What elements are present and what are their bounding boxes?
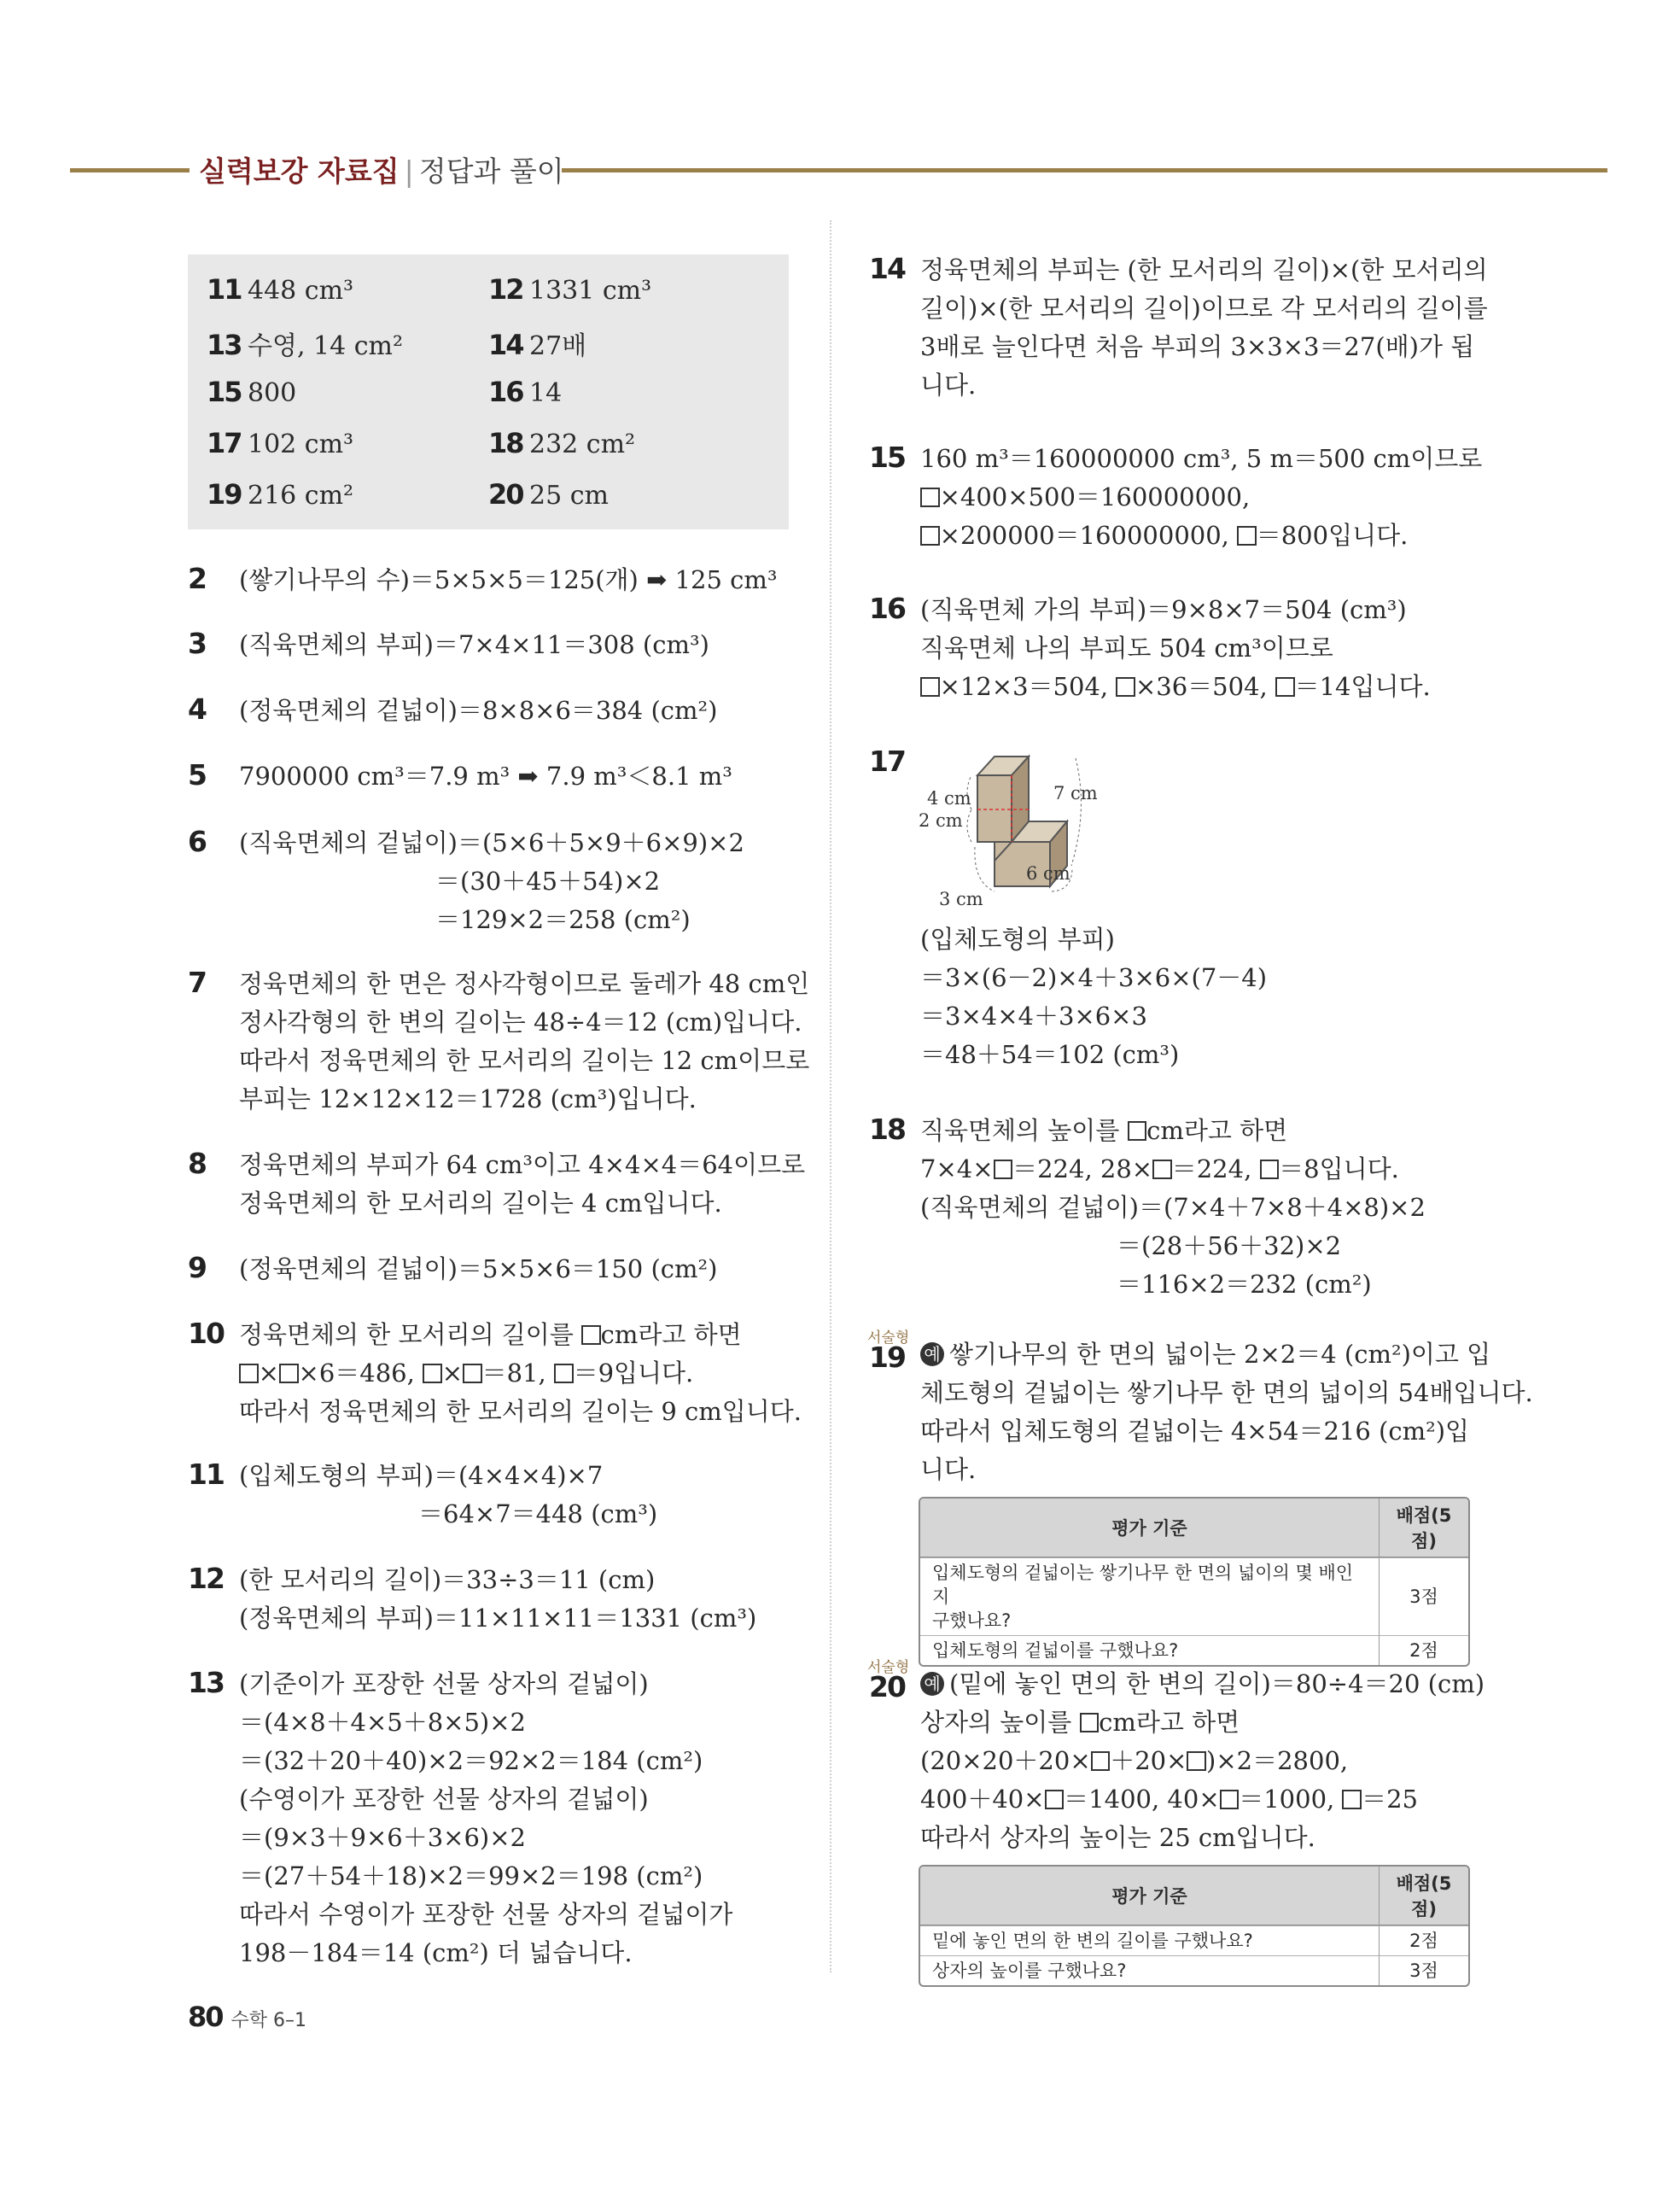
descriptive-badge: 서술형 [867, 1659, 910, 1676]
problem-number: 8 [188, 1147, 206, 1180]
fig-label-3cm: 3 cm [939, 889, 983, 909]
blank-box [994, 1160, 1013, 1179]
header-rule-left [70, 168, 190, 172]
problem-20-solution: 예 (밑에 놓인 면의 한 변의 길이)＝80÷4＝20 (cm) 상자의 높이를 cm라고 하면 (20×20＋20× ＋20× )×2＝2800, 400＋40× ＝1400, 40× ＝1000, ＝25 따라서 상자의 높이는 25 cm입니다. [920, 1669, 1485, 1852]
answer-item: 19 216 cm² [207, 478, 354, 511]
problem-11-solution: (입체도형의 부피)＝(4×4×4)×7 ＝64×7＝448 (cm³) [239, 1461, 658, 1528]
problem-number: 5 [188, 758, 206, 792]
problem-7-solution: 정육면체의 한 면은 정사각형이므로 둘레가 48 cm인 정사각형의 한 변의 길이는 48÷4＝12 (cm)입니다. 따라서 정육면체의 한 모서리의 길이는 12 cm이므로 부피는 12×12×12＝1728 (cm³)입니다. [239, 969, 810, 1113]
header-subtitle: 정답과 풀이 [418, 155, 564, 188]
blank-box [1275, 677, 1295, 697]
blank-box [581, 1325, 601, 1345]
evaluation-table-20 [919, 1865, 1470, 1987]
blank-box [1080, 1713, 1100, 1732]
solid-figure-diagram [913, 741, 1110, 912]
blank-box [239, 1364, 259, 1383]
header-separator: | [404, 155, 414, 188]
table-header: 배점(5점) [1379, 1867, 1468, 1925]
table-row: 입체도형의 겉넓이는 쌓기나무 한 면의 넓이의 몇 배인지 구했나요? 3점 [920, 1557, 1468, 1635]
answer-item: 13 수영, 14 cm² [207, 329, 404, 361]
blank-box [920, 526, 940, 546]
blank-box [279, 1364, 299, 1383]
problem-number: 16 [869, 592, 905, 625]
blank-box [1342, 1790, 1362, 1809]
problem-14-solution: 정육면체의 부피는 (한 모서리의 길이)×(한 모서리의 길이)×(한 모서리의 길이)이므로 각 모서리의 길이를 3배로 늘인다면 처음 부피의 3×3×3＝27(배)가 됩 니다. [920, 255, 1488, 400]
answer-summary-box [188, 254, 789, 529]
answer-item: 17 102 cm³ [207, 427, 354, 459]
blank-box [920, 677, 940, 697]
header-title: 실력보강 자료집 [199, 155, 400, 188]
problem-13-solution: (기준이가 포장한 선물 상자의 겉넓이) ＝(4×8＋4×5＋8×5)×2 ＝(32＋20＋40)×2＝92×2＝184 (cm²) (수영이가 포장한 선물 상자의 겉넓이) ＝(9×3＋9×6＋3×6)×2 ＝(27＋54＋18)×2＝99×2＝198 (cm²) 따라서 수영이가 포장한 선물 상자의 겉넓이가 198－184＝14 (cm²) 더 넓습니다. [239, 1669, 733, 1967]
problem-number: 19 [869, 1341, 905, 1374]
problem-number: 13 [188, 1666, 224, 1699]
descriptive-badge: 서술형 [867, 1329, 910, 1347]
table-header: 배점(5점) [1379, 1499, 1468, 1557]
table-row: 상자의 높이를 구했나요? 3점 [920, 1955, 1468, 1985]
page-footer [188, 2001, 306, 2033]
book-title: 수학 6–1 [230, 2010, 307, 2031]
fig-label-6cm: 6 cm [1026, 863, 1070, 884]
blank-box [1116, 677, 1135, 697]
table-row: 밑에 놓인 면의 한 변의 길이를 구했나요? 2점 [920, 1925, 1468, 1955]
problem-number: 9 [188, 1251, 206, 1284]
table-header: 평가 기준 [920, 1499, 1379, 1557]
problem-number: 18 [869, 1113, 905, 1146]
problem-15-solution: 160 m³＝160000000 cm³, 5 m＝500 cm이므로 ×400×500＝160000000, ×200000＝160000000, ＝800입니다. [920, 444, 1483, 550]
answer-item: 12 1331 cm³ [488, 273, 652, 306]
problem-6-solution: (직육면체의 겉넓이)＝(5×6＋5×9＋6×9)×2 ＝(30＋45＋54)×2 ＝129×2＝258 (cm²) [239, 828, 744, 934]
blank-box [1260, 1160, 1280, 1179]
table-row: 입체도형의 겉넓이를 구했나요? 2점 [920, 1635, 1468, 1665]
problem-3-solution: (직육면체의 부피)＝7×4×11＝308 (cm³) [239, 630, 709, 659]
column-divider [830, 220, 831, 1972]
problem-10-solution: 정육면체의 한 모서리의 길이를 cm라고 하면 × ×6＝486, × ＝81, ＝9입니다. 따라서 정육면체의 한 모서리의 길이는 9 cm입니다. [239, 1320, 802, 1426]
problem-18-solution: 직육면체의 높이를 cm라고 하면 7×4× ＝224, 28× ＝224, ＝8입니다. (직육면체의 겉넓이)＝(7×4＋7×8＋4×8)×2 ＝(28＋56＋32)×2 ＝116×2＝232 (cm²) [920, 1116, 1426, 1299]
problem-number: 6 [188, 825, 206, 858]
problem-number: 11 [188, 1458, 224, 1491]
blank-box [554, 1364, 574, 1383]
problem-9-solution: (정육면체의 겉넓이)＝5×5×6＝150 (cm²) [239, 1254, 718, 1283]
problem-5-solution: 7900000 cm³＝7.9 m³ ➡ 7.9 m³＜8.1 m³ [239, 762, 732, 791]
blank-box [1152, 1160, 1172, 1179]
problem-4-solution: (정육면체의 겉넓이)＝8×8×6＝384 (cm²) [239, 696, 718, 725]
problem-number: 14 [869, 252, 905, 285]
fig-label-2cm: 2 cm [919, 810, 963, 831]
answer-item: 15 800 [207, 376, 297, 408]
problem-number: 12 [188, 1562, 224, 1595]
example-mark: 예 [920, 1672, 944, 1696]
page-header [199, 149, 564, 190]
table-header: 평가 기준 [920, 1867, 1379, 1925]
fig-label-7cm: 7 cm [1053, 783, 1098, 803]
problem-19-solution: 예 쌓기나무의 한 면의 넓이는 2×2＝4 (cm²)이고 입 체도형의 겉넓이는 쌓기나무 한 면의 넓이의 54배입니다. 따라서 입체도형의 겉넓이는 4×54＝216 (cm²)입 니다. [920, 1340, 1533, 1484]
blank-box [463, 1364, 482, 1383]
blank-box [1187, 1751, 1206, 1771]
evaluation-table-19 [919, 1497, 1470, 1667]
answer-item: 18 232 cm² [488, 427, 636, 459]
problem-12-solution: (한 모서리의 길이)＝33÷3＝11 (cm) (정육면체의 부피)＝11×11×11＝1331 (cm³) [239, 1565, 757, 1633]
problem-number: 15 [869, 441, 905, 474]
answer-item: 11 448 cm³ [207, 273, 354, 306]
blank-box [1237, 526, 1257, 546]
problem-number: 10 [188, 1317, 224, 1350]
problem-number: 2 [188, 562, 206, 595]
problem-16-solution: (직육면체 가의 부피)＝9×8×7＝504 (cm³) 직육면체 나의 부피도 504 cm³이므로 ×12×3＝504, ×36＝504, ＝14입니다. [920, 595, 1431, 701]
answer-item: 16 14 [488, 376, 563, 408]
problem-number: 3 [188, 627, 206, 660]
blank-box [1220, 1790, 1240, 1809]
blank-box [920, 488, 940, 507]
problem-2-solution: (쌓기나무의 수)＝5×5×5＝125(개) ➡ 125 cm³ [239, 565, 778, 594]
problem-8-solution: 정육면체의 부피가 64 cm³이고 4×4×4＝64이므로 정육면체의 한 모서리의 길이는 4 cm입니다. [239, 1150, 806, 1218]
problem-number: 20 [869, 1670, 905, 1703]
blank-box [423, 1364, 442, 1383]
blank-box [1045, 1790, 1065, 1809]
blank-box [1128, 1121, 1147, 1141]
problem-number: 17 [869, 745, 905, 778]
example-mark: 예 [920, 1342, 944, 1366]
header-rule-right [562, 168, 1607, 172]
page-number: 80 [188, 2001, 223, 2033]
problem-17-solution: (입체도형의 부피) ＝3×(6－2)×4＋3×6×(7－4) ＝3×4×4＋3×6×3 ＝48＋54＝102 (cm³) [920, 925, 1268, 1069]
problem-number: 7 [188, 966, 206, 999]
answer-item: 20 25 cm [488, 478, 609, 511]
blank-box [1091, 1751, 1111, 1771]
problem-number: 4 [188, 692, 206, 726]
answer-item: 14 27배 [488, 329, 587, 361]
fig-label-4cm: 4 cm [927, 788, 971, 809]
